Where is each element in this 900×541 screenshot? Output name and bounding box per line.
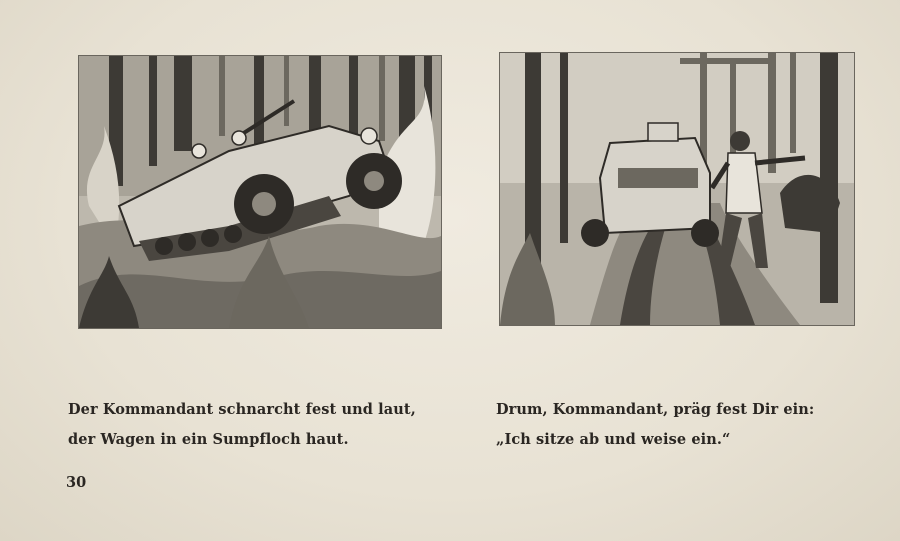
caption-left-line-1: Der Kommandant schnarcht fest und laut, (68, 401, 416, 418)
caption-right-line-1: Drum, Kommandant, präg fest Dir ein: (496, 401, 815, 418)
illustration-halftrack-in-swamp (78, 55, 442, 329)
caption-right (496, 395, 814, 455)
page-number: 30 (66, 474, 87, 491)
caption-left-line-2: der Wagen in ein Sumpfloch haut. (68, 431, 349, 448)
caption-left (68, 395, 416, 455)
illustration-soldier-guiding-vehicle (499, 52, 855, 326)
caption-right-line-2: „Ich sitze ab und weise ein.“ (496, 431, 731, 448)
